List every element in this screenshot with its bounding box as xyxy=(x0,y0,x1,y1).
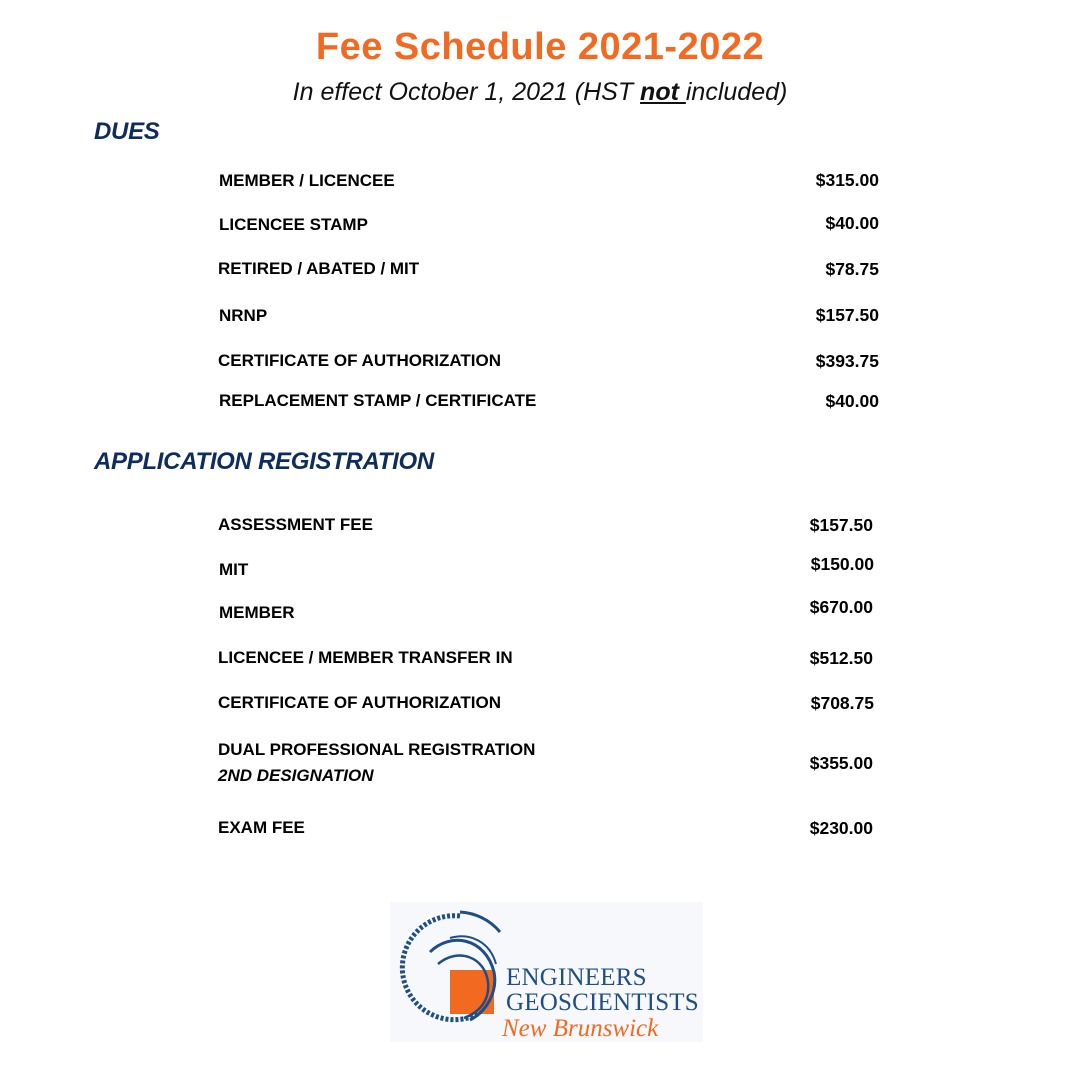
fee-price: $40.00 xyxy=(825,213,879,233)
fee-price: $670.00 xyxy=(809,597,873,617)
fee-price: $230.00 xyxy=(809,818,873,838)
fee-label: MEMBER / LICENCEE xyxy=(219,171,395,190)
fee-label: MIT xyxy=(219,560,249,579)
section-heading-application: APPLICATION REGISTRATION xyxy=(94,448,434,475)
organization-logo xyxy=(390,902,703,1042)
fee-label: NRNP xyxy=(219,306,268,325)
page-title: Fee Schedule 2021-2022 xyxy=(315,26,765,68)
fee-label: ASSESSMENT FEE xyxy=(218,515,373,534)
section-heading-dues: DUES xyxy=(94,118,160,145)
fee-label: CERTIFICATE OF AUTHORIZATION xyxy=(218,693,501,712)
logo-text-region: New Brunswick xyxy=(502,1015,659,1042)
logo-text-engineers: ENGINEERS xyxy=(506,964,647,991)
fee-label: REPLACEMENT STAMP / CERTIFICATE xyxy=(219,391,537,410)
logo-text-geoscientists: GEOSCIENTISTS xyxy=(506,989,699,1016)
fee-price: $78.75 xyxy=(825,259,879,279)
fee-price: $708.75 xyxy=(810,693,874,713)
fee-label xyxy=(218,740,535,786)
fee-label: LICENCEE STAMP xyxy=(219,215,368,234)
fee-price: $355.00 xyxy=(809,753,873,773)
fee-label: LICENCEE / MEMBER TRANSFER IN xyxy=(218,648,513,667)
subtitle-text: In effect October 1, 2021 (HST xyxy=(292,78,641,106)
page-subtitle xyxy=(0,78,1080,107)
fee-price: $157.50 xyxy=(815,305,879,325)
fee-price: $393.75 xyxy=(815,351,879,371)
subtitle-emphasis: not xyxy=(640,78,686,106)
fee-label: EXAM FEE xyxy=(218,818,305,837)
logo-outer-arc xyxy=(460,912,500,932)
fee-price: $512.50 xyxy=(809,648,873,668)
fee-price: $40.00 xyxy=(825,391,879,411)
subtitle-text-end: included) xyxy=(685,78,788,106)
fee-label: CERTIFICATE OF AUTHORIZATION xyxy=(218,351,501,370)
fee-label: MEMBER xyxy=(219,603,295,622)
fee-price: $150.00 xyxy=(810,554,874,574)
fee-label-note: 2ND DESIGNATION xyxy=(218,766,374,785)
fee-label-main: DUAL PROFESSIONAL REGISTRATION xyxy=(218,740,536,759)
fee-price: $315.00 xyxy=(815,170,879,190)
fee-price: $157.50 xyxy=(809,515,873,535)
fee-label: RETIRED / ABATED / MIT xyxy=(218,259,420,278)
